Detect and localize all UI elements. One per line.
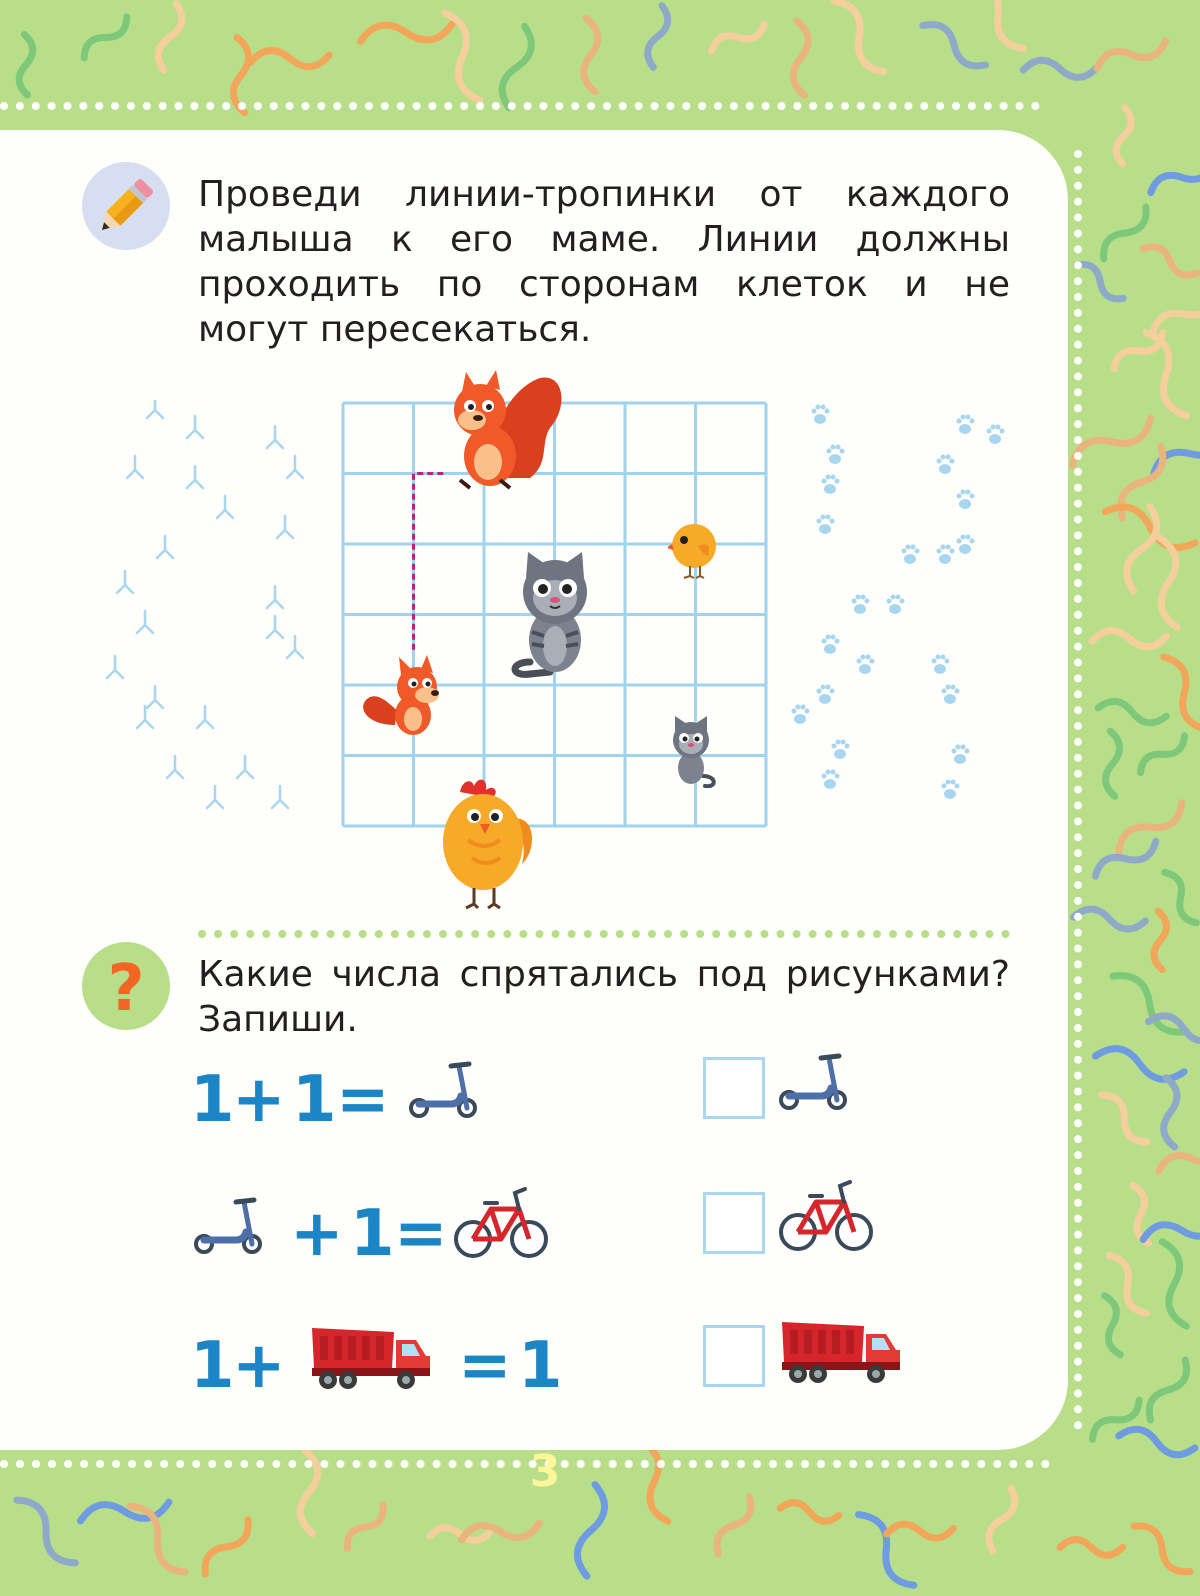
task1-line-1: Проведи линии-тропинки от каждого (198, 174, 1010, 215)
paw-track (987, 425, 1005, 445)
paw-track (952, 745, 970, 765)
background-squiggle (1097, 699, 1167, 724)
background-squiggle (1097, 1294, 1128, 1357)
bird-track (267, 586, 283, 608)
bicycle-icon (453, 1183, 549, 1261)
background-squiggle (646, 5, 670, 69)
background-squiggle (1060, 1540, 1123, 1556)
background-squiggle (1151, 911, 1170, 970)
background-squiggle (577, 17, 604, 93)
background-squiggle (1091, 627, 1167, 651)
page-number: 3 (529, 1446, 561, 1497)
hen-mother-icon (438, 770, 538, 910)
bird-track (217, 496, 233, 518)
task2-line-2: Запиши. (198, 999, 358, 1040)
truck-icon (308, 1322, 433, 1392)
background-squiggle (199, 1514, 255, 1579)
background-squiggle (1023, 58, 1097, 79)
paw-track (817, 685, 835, 705)
paw-track (937, 455, 955, 475)
bird-track (147, 400, 163, 418)
bird-track (207, 786, 223, 808)
paw-track (857, 655, 875, 675)
background-squiggle (708, 17, 767, 57)
bird-track (197, 706, 213, 728)
background-squiggle (1102, 1251, 1154, 1318)
bird-track (187, 466, 203, 488)
background-squiggle (9, 1493, 83, 1570)
background-squiggle (1136, 730, 1189, 778)
background-squiggle (434, 9, 491, 105)
paw-track (942, 780, 960, 800)
scooter-icon (405, 1060, 480, 1124)
bird-track (277, 516, 293, 538)
chick-icon (668, 518, 723, 580)
background-squiggle (1096, 1089, 1153, 1147)
eq1-plus: + (232, 1063, 286, 1137)
background-squiggle (985, 1486, 1019, 1553)
section-separator (198, 930, 1010, 938)
background-squiggle (850, 1508, 923, 1593)
eq1-number-a: 1 (190, 1063, 235, 1137)
dotted-border-right (1074, 150, 1082, 1430)
bicycle-icon (778, 1176, 874, 1254)
bird-track (137, 706, 153, 728)
background-squiggle (459, 1514, 541, 1550)
eq1-number-b: 1 (292, 1063, 337, 1137)
bird-track (137, 611, 153, 633)
question-mark-icon (82, 942, 170, 1030)
paw-track (902, 545, 920, 565)
paw-track (942, 685, 960, 705)
background-squiggle (1140, 242, 1200, 280)
background-squiggle (1136, 328, 1197, 421)
truck-icon (778, 1316, 903, 1386)
eq2-plus: + (290, 1197, 344, 1271)
dotted-border-top (0, 102, 1040, 110)
eq3-plus: + (232, 1329, 286, 1403)
bird-tracks-left (95, 400, 335, 820)
eq3-number-a: 1 (190, 1329, 235, 1403)
bird-track (287, 456, 303, 478)
squirrel-baby-icon (355, 655, 450, 745)
task1-line-2: малыша к его маме. Линии должны (198, 219, 1010, 260)
task2-badge (82, 942, 170, 1030)
squirrel-mother-icon (440, 368, 570, 493)
paw-track (817, 515, 835, 535)
answer-box-scooter[interactable] (703, 1057, 765, 1119)
bird-track (117, 571, 133, 593)
background-squiggle (826, 0, 893, 78)
paw-track (822, 770, 840, 790)
eq2-equals: = (394, 1197, 448, 1271)
bird-track (167, 756, 183, 778)
paw-track (932, 655, 950, 675)
background-squiggle (1102, 731, 1123, 797)
background-squiggle (918, 18, 991, 73)
paw-tracks-right (780, 395, 1030, 815)
background-squiggle (1073, 908, 1146, 930)
scooter-icon (775, 1052, 850, 1116)
background-squiggle (342, 1501, 388, 1554)
paw-track (832, 740, 850, 760)
task1-badge (82, 162, 170, 250)
background-squiggle (1152, 1239, 1197, 1329)
bird-track (107, 656, 123, 678)
background-squiggle (1110, 326, 1168, 375)
paw-track (852, 595, 870, 615)
paw-track (822, 635, 840, 655)
background-squiggle (155, 2, 184, 71)
paw-track (887, 595, 905, 615)
background-squiggle (79, 12, 132, 64)
background-squiggle (1128, 1519, 1195, 1578)
pencil-icon (82, 162, 170, 250)
background-squiggle (1097, 202, 1152, 264)
background-squiggle (1093, 1045, 1186, 1083)
background-squiggle (711, 1493, 756, 1558)
background-squiggle (250, 45, 330, 71)
task1-line-3: проходить по сторонам клеток и не (198, 264, 1010, 305)
paw-track (957, 415, 975, 435)
background-squiggle (1091, 834, 1160, 884)
bird-track (267, 426, 283, 448)
bird-track (147, 686, 163, 708)
bird-track (237, 756, 253, 778)
eq3-number-b: 1 (518, 1329, 563, 1403)
bird-track (187, 416, 203, 438)
background-squiggle (17, 34, 35, 95)
background-squiggle (779, 1501, 840, 1523)
scooter-icon (190, 1196, 265, 1260)
background-squiggle (964, 0, 1032, 55)
cat-mother-icon (510, 552, 600, 682)
paw-track (812, 405, 830, 425)
background-squiggle (631, 1438, 678, 1525)
paw-track (957, 490, 975, 510)
background-squiggle (1126, 1184, 1156, 1245)
kitten-icon (665, 716, 720, 788)
background-squiggle (1094, 32, 1170, 77)
paw-track (937, 545, 955, 565)
task1-line-4: могут пересекаться. (198, 309, 592, 350)
background-squiggle (358, 12, 454, 53)
background-squiggle (1157, 1077, 1183, 1148)
bird-track (127, 456, 143, 478)
answer-box-truck[interactable] (703, 1325, 765, 1387)
paw-track (822, 475, 840, 495)
eq1-equals: = (336, 1063, 390, 1137)
paw-track (792, 705, 810, 725)
answer-box-bicycle[interactable] (703, 1192, 765, 1254)
background-squiggle (1147, 154, 1200, 200)
background-squiggle (787, 20, 813, 96)
bird-track (157, 536, 173, 558)
background-squiggle (1116, 108, 1132, 165)
bird-track (267, 616, 283, 638)
bird-track (272, 786, 288, 808)
background-squiggle (576, 1484, 607, 1578)
badge-question-symbol: ? (107, 952, 145, 1026)
background-squiggle (886, 1520, 954, 1543)
paw-track (827, 445, 845, 465)
example-path-line (414, 474, 446, 650)
eq2-number-b: 1 (350, 1197, 395, 1271)
background-squiggle (1117, 1426, 1196, 1457)
background-squiggle (1156, 1138, 1200, 1179)
bird-track (287, 636, 303, 658)
paw-track (957, 535, 975, 555)
background-squiggle (499, 24, 535, 109)
background-squiggle (1143, 1356, 1193, 1425)
eq3-equals: = (458, 1329, 512, 1403)
task2-line-1: Какие числа спрятались под рисунками? (198, 954, 1010, 995)
